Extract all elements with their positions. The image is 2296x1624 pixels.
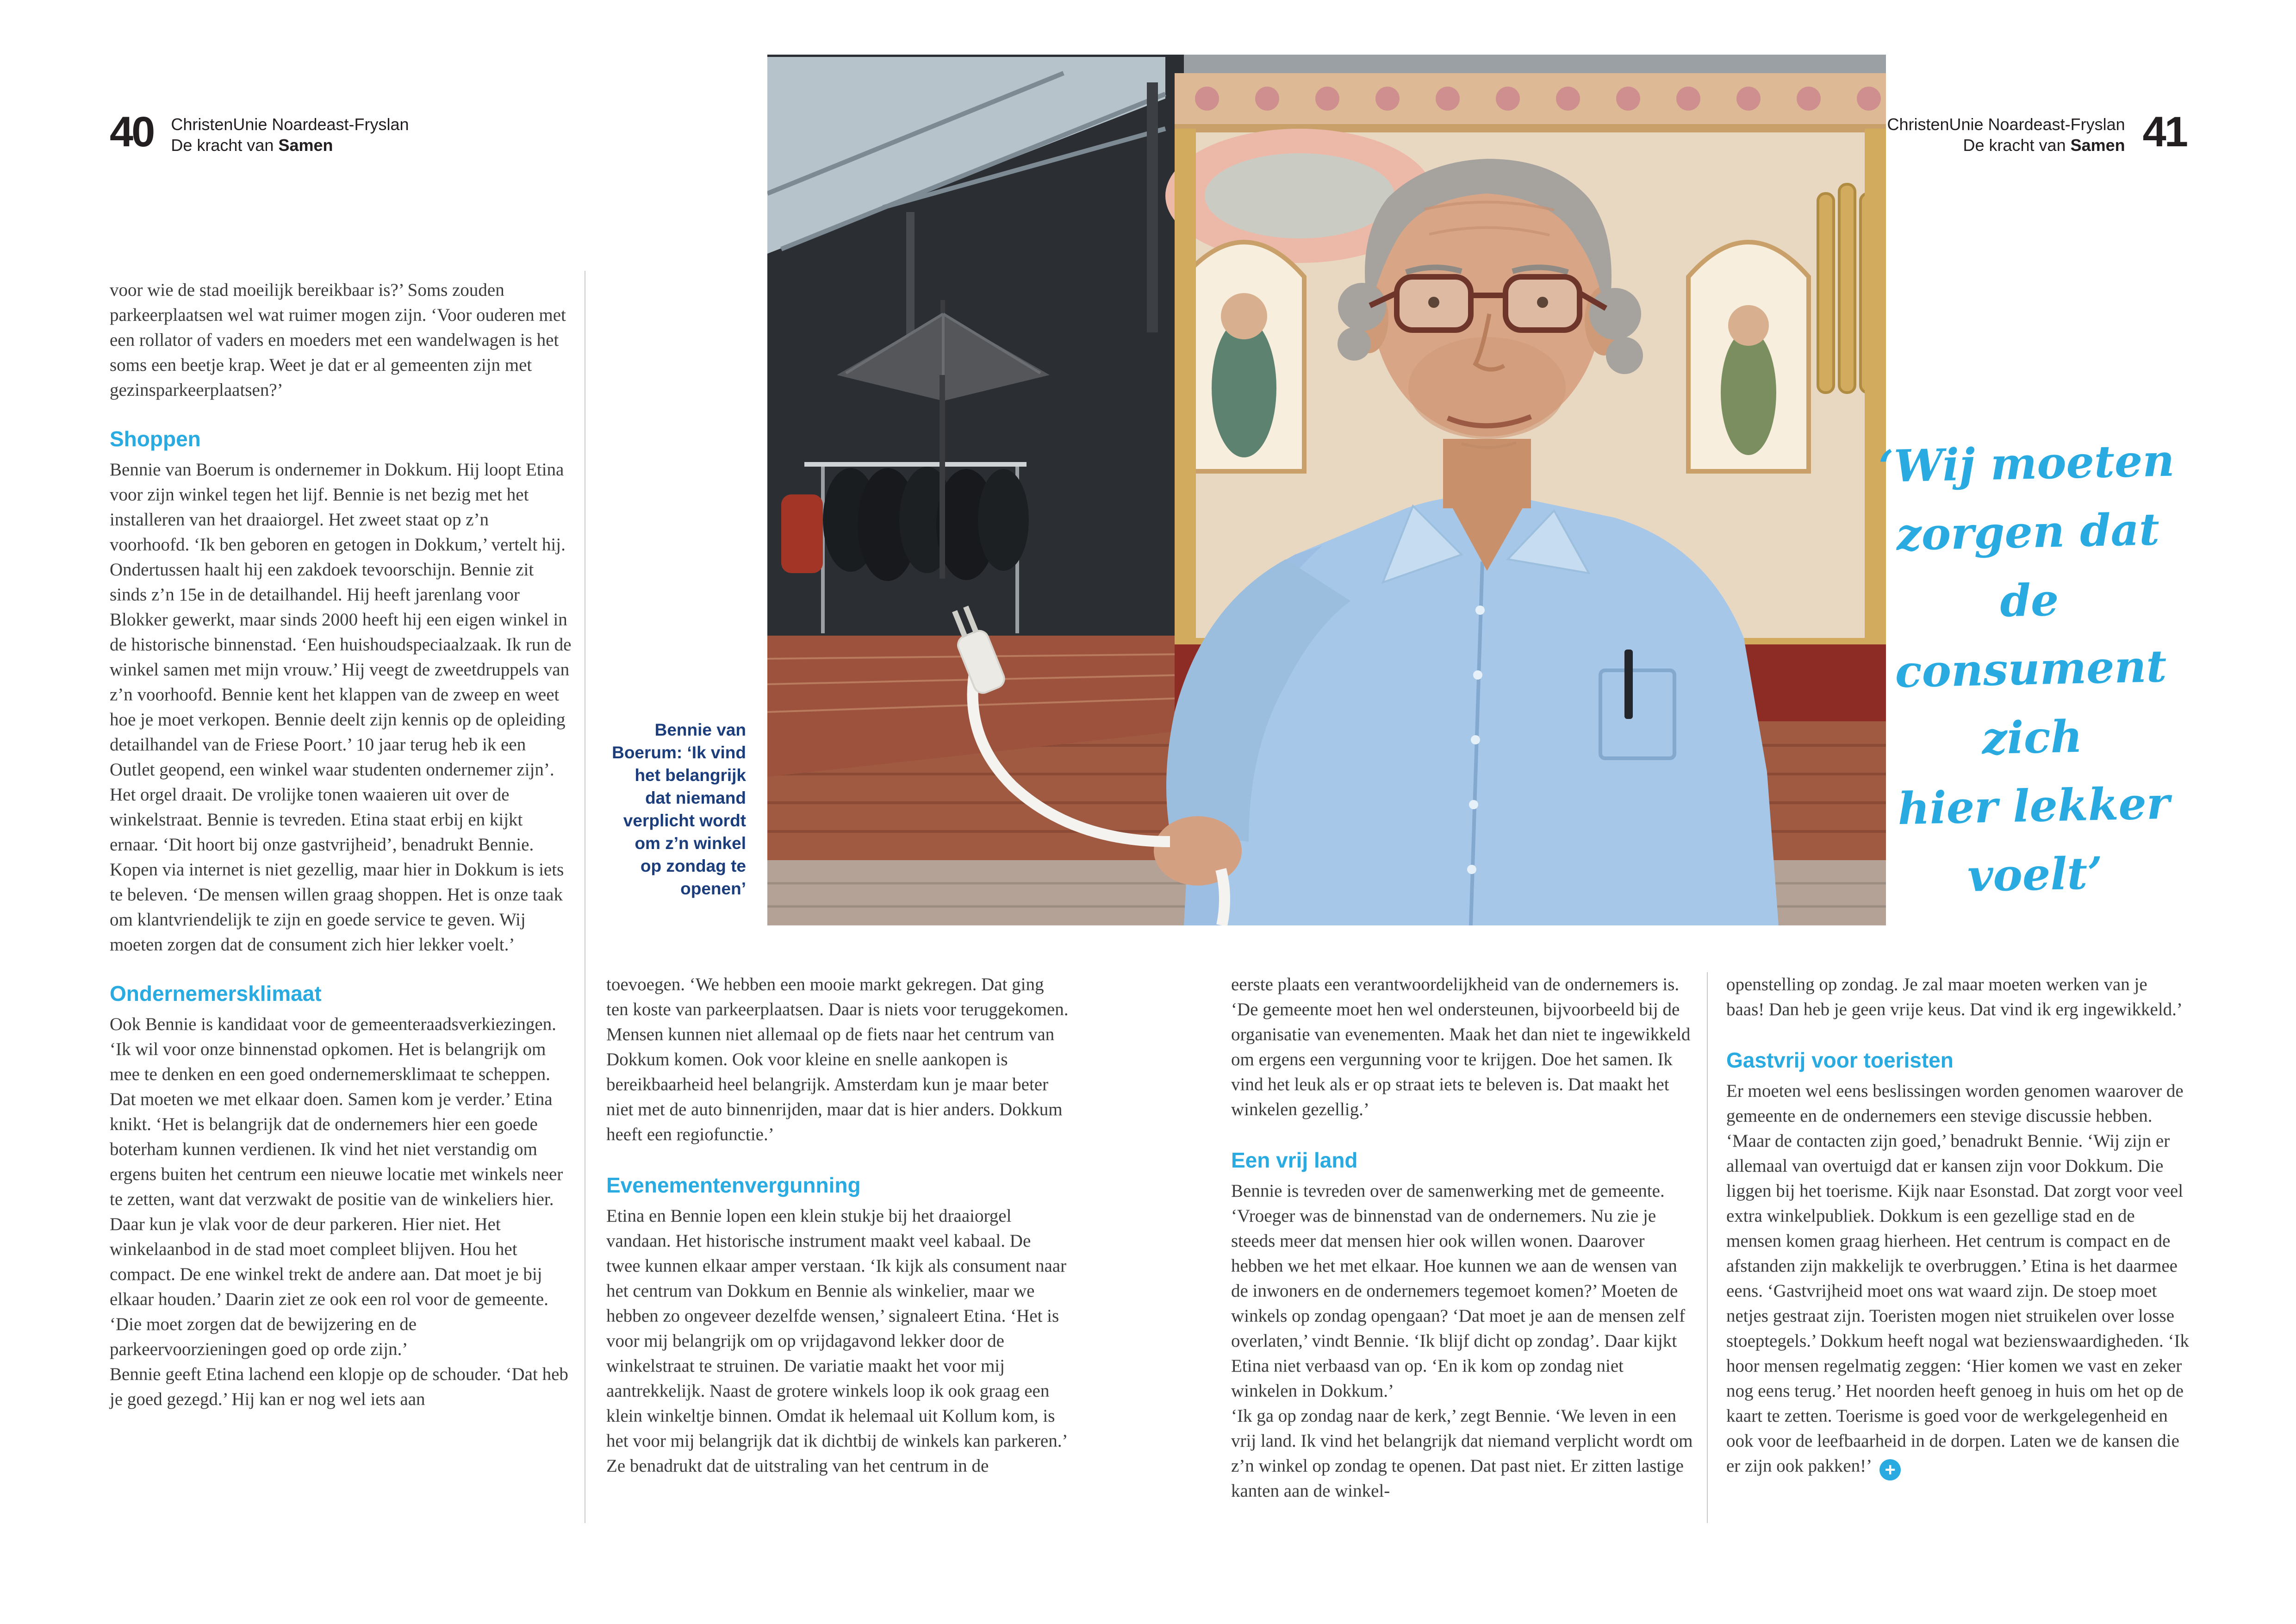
section-heading: Gastvrij voor toeristen	[1726, 1048, 1954, 1072]
body-paragraph: Bennie is tevreden over de samenwerking met de gemeente. ‘Vroeger was de binnenstad van de ondernemers. Nu zie je steeds meer dat mensen hier ook willen wonen. Daarover hebben we het met elkaar. Hoe kunnen we aan de wensen van de inwoners en de ondernemers tegemoet komen?’ Moeten de winkels op zondag opengaan? ‘Dat moet je aan de mensen zelf overlaten,’ vindt Bennie. ‘Ik blijf dicht op zondag’. Daar kijkt Etina niet verbaasd van op. ‘En ik kom op zondag niet winkelen in Dokkum.’	[1231, 1181, 1686, 1401]
page-number-left: 40	[110, 108, 154, 156]
tagline-bold: Samen	[2070, 136, 2125, 155]
article-column-1	[110, 278, 572, 1412]
body-paragraph: voor wie de stad moeilijk bereikbaar is?’ Soms zouden parkeerplaatsen wel wat ruimer mogen zijn. ‘Voor ouderen met een rollator of vaders en moeders met een wandelwagen is het soms een beetje krap. Weet je dat er al gemeenten zijn met gezinsparkeerplaatsen?’	[110, 280, 566, 400]
page-number-right: 41	[2142, 108, 2186, 156]
section-heading: Een vrij land	[1231, 1148, 1358, 1172]
brand-tagline	[171, 135, 409, 156]
text-line: om z’n winkel	[635, 834, 746, 853]
article-end-plus-icon: +	[1879, 1459, 1901, 1480]
body-paragraph: Er moeten wel eens beslissingen worden genomen waarover de gemeente en de ondernemers een stevige discussie hebben. ‘Maar de contacten zijn goed,’ benadrukt Bennie. ‘Wij zijn er allemaal van overtuigd dat er kansen zijn voor Dokkum. Die liggen bij het toerisme. Kijk naar Esonstad. Dat zorgt voor veel extra winkelpubliek. Dokkum is een gezellige stad en de mensen komen graag hierheen. Het centrum is compact en de afstanden zijn makkelijk te overbruggen.’ Etina is het daarmee eens. ‘Gastvrijheid moet ons wat waard zijn. De stoep moet netjes gestraat zijn. Toeristen mogen niet struikelen over losse stoeptegels.’ Dokkum heeft nogal wat bezienswaardigheden. ‘Ik hoor mensen regelmatig zeggen: ‘Hier komen we vast en zeker nog eens terug.’ Het noorden heeft genoeg in huis om het op de kaart te zetten. Toerisme is goed voor de werkgelegenheid en ook voor de leefbaarheid in de dorpen. Laten we de kansen die er zijn ook pakken!’ +	[1726, 1081, 2189, 1480]
text-line: verplicht wordt	[623, 811, 746, 830]
pull-quote	[1859, 426, 2203, 913]
text-line: het belangrijk	[635, 766, 746, 785]
brand-block	[1887, 114, 2125, 156]
tagline-bold: Samen	[278, 136, 333, 155]
hand	[1154, 816, 1242, 886]
body-paragraph: Ze benadrukt dat de uitstraling van het centrum in de	[606, 1456, 989, 1476]
brand-block	[171, 114, 409, 156]
body-paragraph: Bennie van Boerum is ondernemer in Dokkum. Hij loopt Etina voor zijn winkel tegen het lijf. Bennie is net bezig met het installeren van het draaiorgel. Het zweet staat op z’n voorhoofd. ‘Ik ben geboren en getogen in Dokkum,’ vertelt hij. Ondertussen haalt hij een zakdoek tevoorschijn. Bennie zit sinds z’n 15e in de detailhandel. Hij heeft jarenlang voor Blokker gewerkt, maar sinds 2000 heeft hij een eigen winkel in de historische binnenstad. ‘Een huishoudspeciaalzaak. Ik run de winkel samen met mijn vrouw.’ Hij veegt de zweetdruppels van z’n voorhoofd. Bennie kent het klappen van de zweep en weet hoe je moet verkopen. Bennie deelt zijn kennis op de opleiding detailhandel van de Friese Poort.’ 10 jaar terug heb ik een Outlet geopend, een winkel waar studenten ondernemer zijn’.	[110, 460, 572, 780]
brand-line1: ChristenUnie Noardeast-Fryslan	[1887, 115, 2125, 134]
article-column-2	[606, 972, 1069, 1479]
text-line: zorgen dat de	[1896, 504, 2160, 627]
body-paragraph: eerste plaats een verantwoordelijkheid van de ondernemers is. ‘De gemeente moet hen wel ondersteunen, bijvoorbeeld bij de organisatie van evenementen. Maak het dan niet te ingewikkeld om ergens een vergunning voor te krijgen. Doe het samen. Ik vind het leuk als er op straat iets te beleven is. Dat maakt het winkelen gezellig.’	[1231, 974, 1691, 1119]
body-paragraph: ‘Ik ga op zondag naar de kerk,’ zegt Bennie. ‘We leven in een vrij land. Ik vind het belangrijk dat niemand verplicht wordt om z’n winkel op zondag te openen. Dat past niet. Er zitten lastige kanten aan de winkel-	[1231, 1406, 1693, 1501]
header-left-page	[110, 108, 409, 156]
brand-line1: ChristenUnie Noardeast-Fryslan	[171, 115, 409, 134]
body-paragraph: openstelling op zondag. Je zal maar moeten werken van je baas! Dan heb je geen vrije keus. Dat vind ik erg ingewikkeld.’	[1726, 974, 2183, 1019]
section-heading: Ondernemersklimaat	[110, 981, 322, 1006]
article-column-3	[1231, 972, 1694, 1504]
header-right-page	[1887, 108, 2186, 156]
text-line: hier lekker voelt’	[1897, 777, 2170, 902]
section-heading: Evenementenvergunning	[606, 1173, 861, 1197]
photo-bennie-van-boerum	[767, 55, 1886, 925]
text-line: openen’	[680, 879, 746, 898]
pen-in-pocket	[1624, 650, 1633, 719]
column-divider	[1707, 972, 1708, 1523]
body-paragraph: Ook Bennie is kandidaat voor de gemeenteraadsverkiezingen. ‘Ik wil voor onze binnenstad opkomen. Het is belangrijk om mee te denken en een goed ondernemersklimaat te scheppen. Dat moeten we met elkaar doen. Samen kom je verder.’ Etina knikt. ‘Het is belangrijk dat de ondernemers hier een goede boterham kunnen verdienen. Ik vind het niet verstandig om ergens buiten het centrum een nieuwe locatie met winkels neer te zetten, want dat verzwakt de positie van de winkeliers hier. Daar kun je vlak voor de deur parkeren. Hier niet. Het winkelaanbod in de stad moet compleet blijven. Hou het compact. De ene winkel trekt de andere aan. Dat moet je bij elkaar houden.’ Daarin ziet ze ook een rol voor de gemeente. ‘Die moet zorgen dat de bewijzering en de parkeervoorzieningen goed op orde zijn.’	[110, 1014, 563, 1359]
section-heading: Shoppen	[110, 427, 201, 451]
text-line: Boerum: ‘Ik vind	[612, 743, 746, 762]
text-line: Bennie van	[654, 720, 746, 739]
body-paragraph: Bennie geeft Etina lachend een klopje op de schouder. ‘Dat heb je goed gezegd.’ Hij kan er nog wel iets aan	[110, 1364, 568, 1409]
body-paragraph: Etina en Bennie lopen een klein stukje bij het draaiorgel vandaan. Het historische instrument maakt veel kabaal. De twee kunnen elkaar amper verstaan. ‘Ik kijk als consument naar het centrum van Dokkum en Bennie als winkelier, maar we hebben zo ongeveer dezelfde wensen,’ signaleert Etina. ‘Het is voor mij belangrijk om op vrijdagavond lekker door de winkelstraat te struinen. De variatie maakt het voor mij aantrekkelijk. Naast de grotere winkels loop ik ook graag een klein winkeltje binnen. Omdat ik helemaal uit Kollum kom, is het voor mij belangrijk dat ik dichtbij de winkels kan parkeren.’	[606, 1206, 1068, 1451]
text-line: consument zich	[1894, 640, 2167, 765]
photo-caption	[573, 718, 746, 900]
body-paragraph: Het orgel draait. De vrolijke tonen waaieren uit over de winkelstraat. Bennie is tevreden. Etina staat erbij en kijkt ernaar. ‘Dit hoort bij onze gastvrijheid’, benadrukt Bennie. Kopen via internet is niet gezellig, maar hier in Dokkum is iets te beleven. ‘De mensen willen graag shoppen. Het is onze taak om klantvriendelijk te zijn en goede service te geven. Wij moeten zorgen dat de consument zich hier lekker voelt.’	[110, 785, 564, 955]
tagline-prefix: De kracht van	[1963, 136, 2071, 155]
text-line: op zondag te	[640, 856, 746, 875]
body-paragraph: toevoegen. ‘We hebben een mooie markt gekregen. Dat ging ten koste van parkeerplaatsen. Daar is niets voor teruggekomen. Mensen kunnen niet allemaal op de fiets naar het centrum van Dokkum komen. Ook voor kleine en snelle aankopen is bereikbaarheid heel belangrijk. Amsterdam kun je maar beter niet met de auto binnenrijden, maar dat is hier anders. Dokkum heeft een regiofunctie.’	[606, 974, 1069, 1144]
red-garment	[781, 494, 823, 573]
tagline-prefix: De kracht van	[171, 136, 279, 155]
article-column-4	[1726, 972, 2189, 1480]
brand-tagline	[1887, 135, 2125, 156]
text-line: dat niemand	[645, 788, 746, 807]
text-line: ‘Wij moeten	[1878, 435, 2175, 493]
